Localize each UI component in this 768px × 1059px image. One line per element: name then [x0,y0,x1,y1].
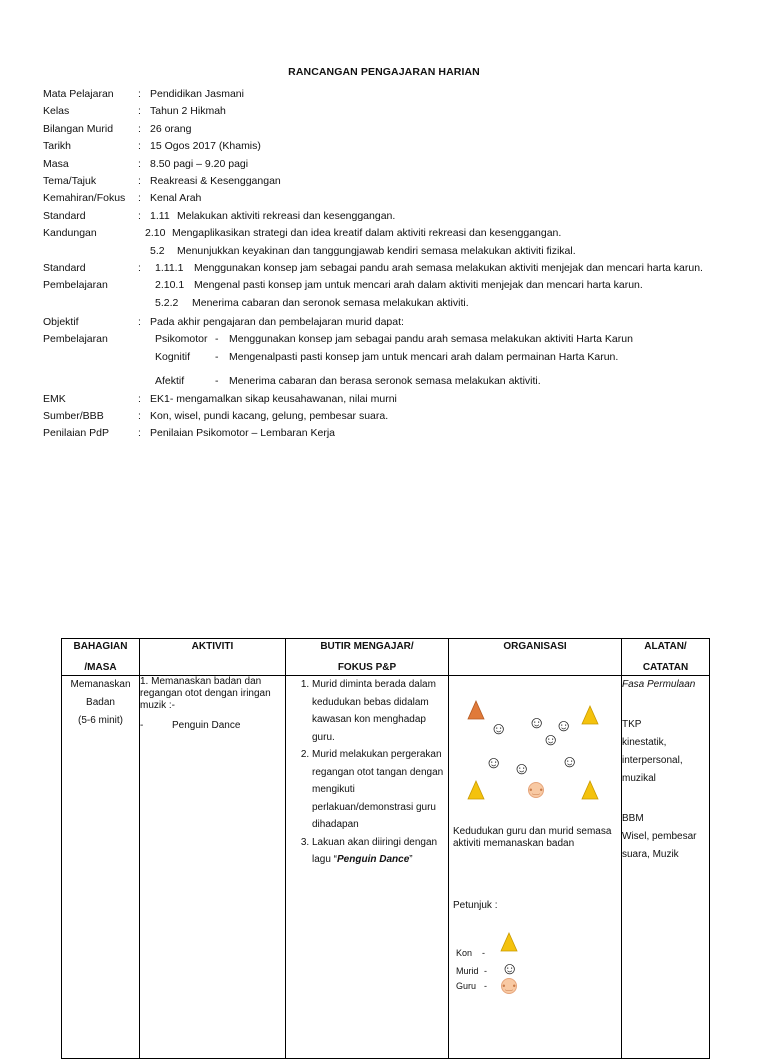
standard-pembelajaran-row-2 [43,277,743,294]
objektif-intro: Pada akhir pengajaran dan pembelajaran murid dapat: [150,316,404,329]
info-value: 8.50 pagi – 9.20 pagi [150,157,249,170]
standard-item [150,243,576,260]
bbm-line: Wisel, pembesar [622,831,697,842]
info-colon: : [138,427,141,440]
bahagian-text: (5-6 minit) [77,715,123,726]
objektif-text: Menggunakan konsep jam sebagai pandu arah semasa melakukan aktiviti Harta Karun [229,333,633,346]
standard-kandungan-row-1 [43,208,743,225]
info-row-students [43,121,743,138]
info-value: Kon, wisel, pundi kacang, gelung, pembesar suara. [150,410,389,423]
standard-text: Menerima cabaran dan seronok semasa melakukan aktiviti. [192,296,469,309]
organisasi-diagram [449,676,621,1058]
objektif-domain: Afektif [155,375,185,388]
info-colon: : [138,88,141,100]
info-value: EK1- mengamalkan sikap keusahawanan, nilai murni [150,392,397,405]
standard-text: Menunjukkan keyakinan dan tanggungjawab kendiri semasa melakukan aktiviti fizikal. [177,244,576,257]
info-value: Pendidikan Jasmani [150,88,244,100]
info-colon: : [138,316,141,329]
cell-alatan [622,676,710,1059]
cone-icon [500,932,518,952]
info-colon: : [138,122,141,135]
cone-icon [467,700,485,720]
murid-icon: ☺ [501,959,519,978]
butir-list [286,676,448,869]
info-value: Reakreasi & Kesenggangan [150,174,281,187]
standard-text: Melakukan aktiviti rekreasi dan kesenggangan. [177,209,396,222]
info-label: Standard [43,209,86,222]
objektif-domain: Kognitif [155,350,191,363]
info-label: Mata Pelajaran [43,88,114,100]
lesson-info [43,86,743,443]
header-text: BAHAGIAN [73,641,128,652]
objektif-row-3 [43,349,743,366]
info-label: Objektif [43,316,79,329]
butir-song-title: Penguin Dance [337,854,410,865]
objektif-row-2 [43,331,743,348]
info-row-class [43,103,743,120]
header-text: AKTIVITI [191,641,234,652]
guru-icon: •‿• [528,782,544,798]
info-label: Kemahiran/Fokus [43,192,126,205]
legend-label: Kon [456,948,473,958]
list-item [312,676,448,746]
header-butir [286,639,449,676]
murid-icon: ☺ [485,753,503,772]
bahagian-text: Memanaskan [70,679,131,690]
info-row-time [43,156,743,173]
header-bahagian [62,639,140,676]
header-text: CATATAN [642,662,689,673]
murid-icon: ☺ [561,752,579,771]
info-label: Kelas [43,105,70,118]
legend-label: Murid [456,966,479,976]
legend-dash: - [482,948,485,958]
butir-text: Murid diminta berada dalam kedudukan bebas didalam kawasan kon menghadap guru. [312,679,436,743]
info-row-subject [43,86,743,103]
butir-text: Lakuan akan diiringi dengan lagu “ [312,836,438,865]
aktiviti-text: 1. Memanaskan badan dan regangan otot dengan iringan muzik :- [140,676,271,711]
info-colon: : [138,140,141,153]
butir-text: Murid melakukan pergerakan regangan otot tangan dengan mengikuti perlakuan/demonstrasi guru dihadapan [312,749,444,830]
cone-icon [467,780,485,800]
legend-label: Guru [456,981,477,991]
header-text: /MASA [84,662,117,673]
header-text: ALATAN/ [644,641,687,652]
list-item [312,746,448,834]
info-row-theme [43,173,743,190]
info-colon: : [138,174,141,187]
objektif-domain: Psikomotor [155,333,208,346]
murid-icon: ☺ [555,716,573,735]
objektif-dash: - [215,350,219,363]
header-text: ORGANISASI [503,641,567,652]
info-row-resources [43,408,743,425]
objektif-text: Menerima cabaran dan berasa seronok semasa melakukan aktiviti. [229,375,541,388]
info-colon: : [138,192,141,205]
aktiviti-sub-text: Penguin Dance [172,720,241,731]
bbm-title: BBM [622,813,644,824]
info-colon: : [138,105,141,118]
info-label: Tarikh [43,140,72,153]
petunjuk-label: Petunjuk : [453,900,498,911]
standard-kandungan-row-2 [43,225,743,242]
murid-icon: ☺ [490,719,508,738]
cell-aktiviti [140,676,286,1059]
lesson-table [61,638,710,1059]
cell-organisasi [449,676,622,1059]
info-label: Pembelajaran [43,333,108,346]
standard-text: Mengenal pasti konsep jam untuk mencari arah dalam aktiviti menjejak dan mencari harta karun. [194,279,643,292]
objektif-text: Mengenalpasti pasti konsep jam untuk mencari arah dalam permainan Harta Karun. [229,350,619,363]
standard-pembelajaran-row-1 [43,260,743,277]
standard-num: 2.10.1 [155,279,185,292]
info-colon: : [138,392,141,405]
standard-num: 5.2.2 [155,296,179,309]
info-colon: : [138,261,141,274]
info-colon: : [138,209,141,222]
info-label: Bilangan Murid [43,122,114,135]
standard-item [145,225,561,242]
info-value: Tahun 2 Hikmah [150,105,226,118]
info-label: Kandungan [43,227,97,240]
bullet: - [140,720,144,731]
info-label: Standard [43,261,86,274]
standard-item [155,295,469,312]
tkp-line: interpersonal, [622,755,683,766]
cone-icon [581,780,599,800]
murid-icon: ☺ [542,730,560,749]
cell-bahagian [62,676,140,1059]
legend-dash: - [484,981,487,991]
info-row-focus [43,190,743,207]
murid-icon: ☺ [513,759,531,778]
table-row [62,676,710,1059]
info-value: 15 Ogos 2017 (Khamis) [150,140,261,153]
info-label: Tema/Tajuk [43,174,97,187]
header-aktiviti [140,639,286,676]
info-row-emk [43,391,743,408]
cell-butir [286,676,449,1059]
standard-num: 2.10 [145,227,166,240]
tkp-line: muzikal [622,773,656,784]
cone-icon [581,705,599,725]
standard-item [155,277,643,294]
objektif-dash: - [215,375,219,388]
header-alatan [622,639,710,676]
tkp-line: kinestatik, [622,737,667,748]
info-label: Pembelajaran [43,279,108,292]
butir-text: ” [409,854,413,865]
tkp-title: TKP [622,719,642,730]
standard-text: Mengaplikasikan strategi dan idea kreatif dalam aktiviti rekreasi dan kesenggangan. [172,227,562,240]
header-text: FOKUS P&P [337,662,397,673]
murid-icon: ☺ [528,713,546,732]
info-colon: : [138,410,141,423]
standard-num: 5.2 [150,244,165,257]
list-item [312,834,448,869]
aktiviti-bullet-item [140,720,285,734]
info-value: 26 orang [150,122,192,135]
info-label: EMK [43,392,66,405]
organisasi-caption: Kedudukan guru dan murid semasa aktiviti memanaskan badan [453,826,612,849]
info-label: Penilaian PdP [43,427,109,440]
header-organisasi [449,639,622,676]
info-row-assessment [43,425,743,442]
info-label: Masa [43,157,69,170]
info-label: Sumber/BBB [43,410,104,423]
standard-num: 1.11 [150,209,170,222]
standard-text: Menggunakan konsep jam sebagai pandu arah semasa melakukan aktiviti menjejak dan mencari harta karun. [194,261,703,274]
standard-item [150,208,395,225]
info-value: Penilaian Psikomotor – Lembaran Kerja [150,427,336,440]
objektif-dash: - [215,333,219,346]
bahagian-text: Badan [86,697,115,708]
table-header-row [62,639,710,676]
page-title: RANCANGAN PENGAJARAN HARIAN [288,66,480,78]
legend-dash: - [484,966,487,976]
standard-item [155,260,703,277]
fasa-text: Fasa Permulaan [622,679,696,690]
info-colon: : [138,157,141,170]
bbm-line: suara, Muzik [622,849,679,860]
guru-icon: •‿• [501,978,517,994]
info-value: Kenal Arah [150,192,202,205]
info-row-date [43,138,743,155]
standard-pembelajaran-row-3 [43,295,743,312]
standard-num: 1.11.1 [155,261,184,274]
standard-kandungan-row-3 [43,243,743,260]
header-text: BUTIR MENGAJAR/ [320,641,414,652]
objektif-row-1 [43,314,743,331]
objektif-row-4 [43,373,743,390]
